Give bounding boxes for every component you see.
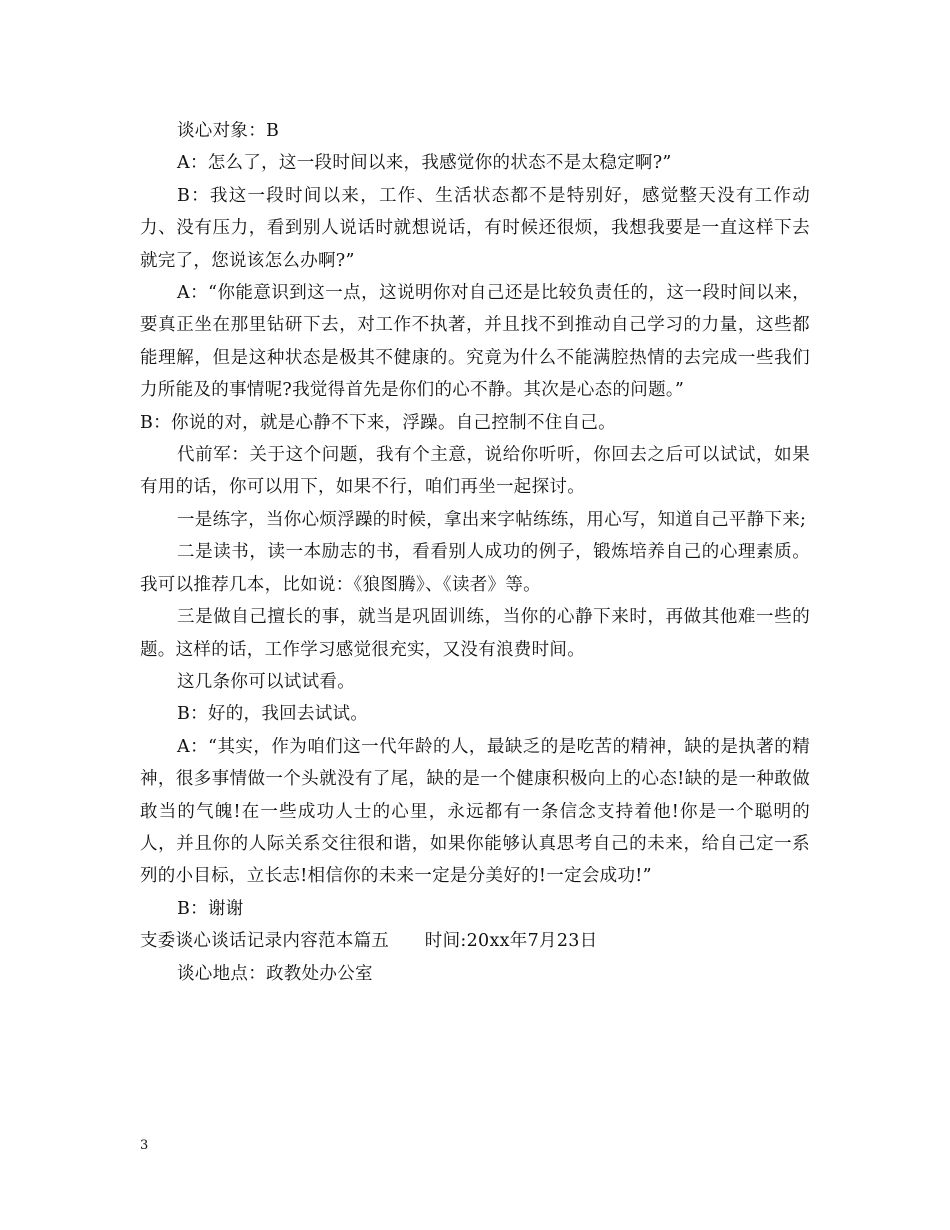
paragraph-suggestion-intro: 代前军：关于这个问题，我有个主意，说给你听听，你回去之后可以试试，如果有用的话，你可以用下，如果不行，咱们再坐一起探讨。 xyxy=(140,445,810,498)
paragraph-a-advice: A：“你能意识到这一点，这说明你对自己还是比较负责任的，这一段时间以来，要真正坐在那里钻研下去，对工作不执著，并且找不到推动自己学习的力量，这些都能理解，但是这种状态是极其不健康的。究竟为什么不能满腔热情的去完成一些我们力所能及的事情呢?我觉得首先是你们的心不静。其次是心态的问题。” xyxy=(140,283,810,401)
paragraph-talk-location: 谈心地点：政教处办公室 xyxy=(177,963,373,984)
paragraph-a-encouragement: A：“其实，作为咱们这一代年龄的人，最缺乏的是吃苦的精神，缺的是执著的精神，很多事情做一个头就没有了尾，缺的是一个健康积极向上的心态!缺的是一种敢做敢当的气魄!在一些成功人士的心里，永远都有一条信念支持着他!你是一个聪明的人，并且你的人际关系交往很和谐，如果你能够认真思考自己的未来，给自己定一系列的小目标，立长志!相信你的未来一定是分美好的!一定会成功!” xyxy=(140,736,810,887)
paragraph-try-these: 这几条你可以试试看。 xyxy=(177,671,355,692)
paragraph-suggestion-three: 三是做自己擅长的事，就当是巩固训练，当你的心静下来时，再做其他难一些的题。这样的话，工作学习感觉很充实，又没有浪费时间。 xyxy=(140,607,810,660)
section-heading-part-five: 支委谈心谈话记录内容范本篇五 时间:20xx年7月23日 xyxy=(140,931,598,952)
paragraph-a-question: A：怎么了，这一段时间以来，我感觉你的状态不是太稳定啊?” xyxy=(177,153,672,174)
paragraph-suggestion-two: 二是读书，读一本励志的书，看看别人成功的例子，锻炼培养自己的心理素质。我可以推荐几本，比如说：《狼图腾》、《读者》等。 xyxy=(140,542,810,595)
paragraph-b-thanks: B：谢谢 xyxy=(177,898,244,919)
paragraph-talk-target: 谈心对象：B xyxy=(177,121,280,141)
paragraph-b-reply: B：我这一段时间以来，工作、生活状态都不是特别好，感觉整天没有工作动力、没有压力，看到别人说话时就想说话，有时候还很烦，我想我要是一直这样下去就完了，您说该怎么办啊?” xyxy=(140,185,810,271)
document-body xyxy=(140,115,810,990)
paragraph-suggestion-one: 一是练字，当你心烦浮躁的时候，拿出来字帖练练，用心写，知道自己平静下来; xyxy=(177,509,807,530)
page-number: 3 xyxy=(140,1138,149,1153)
paragraph-b-ok: B：好的，我回去试试。 xyxy=(177,704,369,725)
paragraph-b-agree: B：你说的对，就是心静不下来，浮躁。自己控制不住自己。 xyxy=(140,412,616,433)
